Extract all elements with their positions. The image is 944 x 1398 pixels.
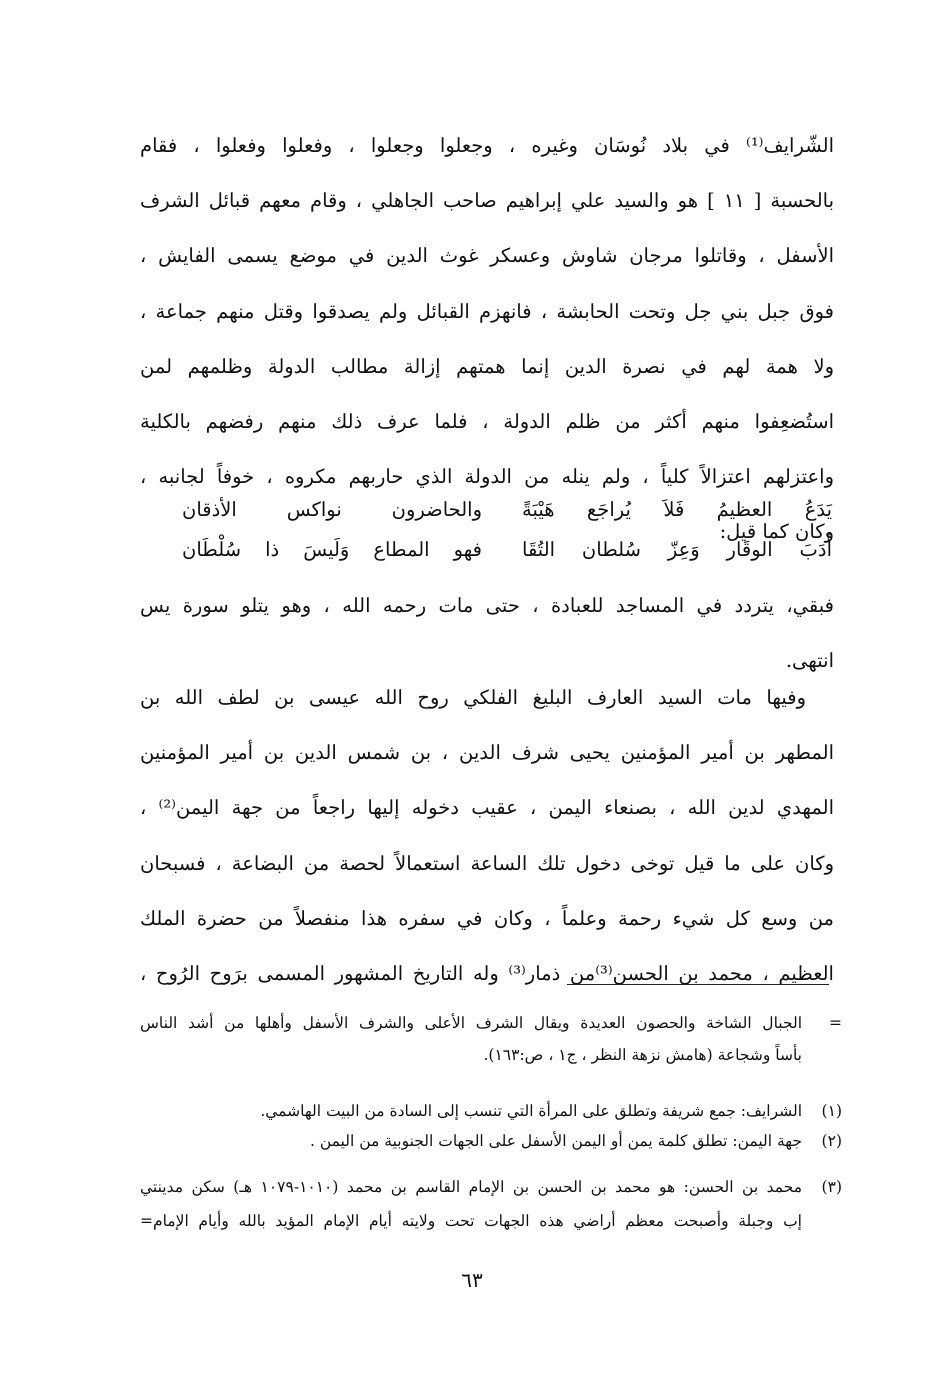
text-line: الأسفل ، وقاتلوا مرجان شاوش وعسكر غوث الدين في موضع يسمى الفايش ، xyxy=(140,244,834,268)
verse-line-2 xyxy=(182,528,832,572)
text-line: المطهر بن أمير المؤمنين يحيى شرف الدين ، بن شمس الدين بن أمير المؤمنين xyxy=(140,741,834,765)
footnote-line: إب وجبلة وأصبحت معظم أراضي هذه الجهات تحت ولايته أيام الإمام المؤيد بالله وأيام الإمام= xyxy=(140,1212,802,1230)
footnote-2 xyxy=(140,1126,842,1156)
text-line: فوق جبل بني جل وتحت الحابشة ، فانهزم القبائل ولم يصدقوا وقتل منهم جماعة ، xyxy=(140,299,834,323)
continuation-mark: = xyxy=(829,1014,842,1032)
footnote-line: الجبال الشاخة والحصون العديدة ويقال الشرف الأعلى والشرف الأسفل وأهلها من أشد الناس xyxy=(140,1014,802,1032)
footnote-marker: (٢) xyxy=(821,1132,842,1150)
footnote-line: الشرايف: جمع شريفة وتطلق على المرأة التي تنسب إلى السادة من البيت الهاشمي. xyxy=(260,1102,802,1120)
text-line: وكان كما قيل: xyxy=(719,520,834,544)
footnote-line: محمد بن الحسن: هو محمد بن الحسن بن الإمام القاسم بن محمد (١٠١٠-١٠٧٩ هـ) سكن مدينتي xyxy=(140,1178,802,1196)
footnote-separator xyxy=(567,984,829,985)
text-line: الشّرايف⁽¹⁾ في بلاد نُوسَان وغيره ، وجعلوا وجعلوا ، وفعلوا وفعلوا ، فقام xyxy=(140,134,834,157)
text-line: وفيها مات السيد العارف البليغ الفلكي روح الله عيسى بن لطف الله بن xyxy=(140,686,806,709)
text-line: واعتزلهم اعتزالاً كلياً ، ولم ينله من الدولة الذي حاربهم مكروه ، خوفاً لجانبه ، xyxy=(140,465,834,489)
text-line: بالحسبة [ ١١ ] هو والسيد علي إبراهيم صاحب الجاهلي ، وقام معهم قبائل الشرف xyxy=(140,189,834,213)
verse-first-hemistich: يَدَعُ العظيمُ فَلاَ يُراجَع هَيْبَةً xyxy=(522,498,832,521)
verse-line-1 xyxy=(182,488,832,532)
verse-second-hemistich: والحاضرون نواكس الأذقان xyxy=(182,498,482,521)
text-line: فبقي، يتردد في المساجد للعبادة ، حتى مات رحمه الله ، وهو يتلو سورة يس xyxy=(140,594,834,617)
text-line: العظيم ، محمد بن الحسن⁽³⁾من ذمار⁽³⁾ وله التاريخ المشهور المسمى برَوح الرُوح ، xyxy=(140,961,834,985)
footnote-marker: (١) xyxy=(821,1102,842,1120)
footnote-continuation xyxy=(140,1040,842,1070)
footnote-continuation xyxy=(140,1008,842,1038)
verse-first-hemistich: أَدَبَ الوقَار وَعِزّ سُلطان التُقَا xyxy=(522,538,832,561)
text-line: المهدي لدين الله ، بصنعاء اليمن ، عقيب دخوله إليها راجعاً من جهة اليمن⁽²⁾ ، xyxy=(140,796,834,820)
footnote-3 xyxy=(140,1172,842,1202)
footnote-line: بأساً وشجاعة (هامش نزهة النظر ، ج١ ، ص:١٦٣). xyxy=(483,1046,802,1064)
main-text-paragraph-2 xyxy=(140,670,834,1001)
footnote-marker: (٣) xyxy=(821,1178,842,1196)
text-line: انتهى. xyxy=(785,649,834,673)
text-line: استُضعِفوا منهم أكثر من ظلم الدولة ، فلما عرف ذلك منهم رفضهم بالكلية xyxy=(140,409,834,433)
footnote-3-continued xyxy=(140,1206,842,1236)
verse-second-hemistich: فهو المطاع وَلَيسَ ذا سُلْطَان xyxy=(182,538,482,561)
footnote-line: جهة اليمن: تطلق كلمة يمن أو اليمن الأسفل على الجهات الجنوبية من اليمن . xyxy=(310,1132,802,1150)
footnote-1 xyxy=(140,1096,842,1126)
text-line: وكان على ما قيل توخى دخول تلك الساعة استعمالاً لحصة من البضاعة ، فسبحان xyxy=(140,851,834,875)
text-line: ولا همة لهم في نصرة الدين إنما همتهم إزالة مطالب الدولة وظلمهم لمن xyxy=(140,354,834,378)
page-number: ٦٣ xyxy=(461,1268,483,1292)
text-line: من وسع كل شيء رحمة وعلماً ، وكان في سفره هذا منفصلاً من حضرة الملك xyxy=(140,906,834,930)
